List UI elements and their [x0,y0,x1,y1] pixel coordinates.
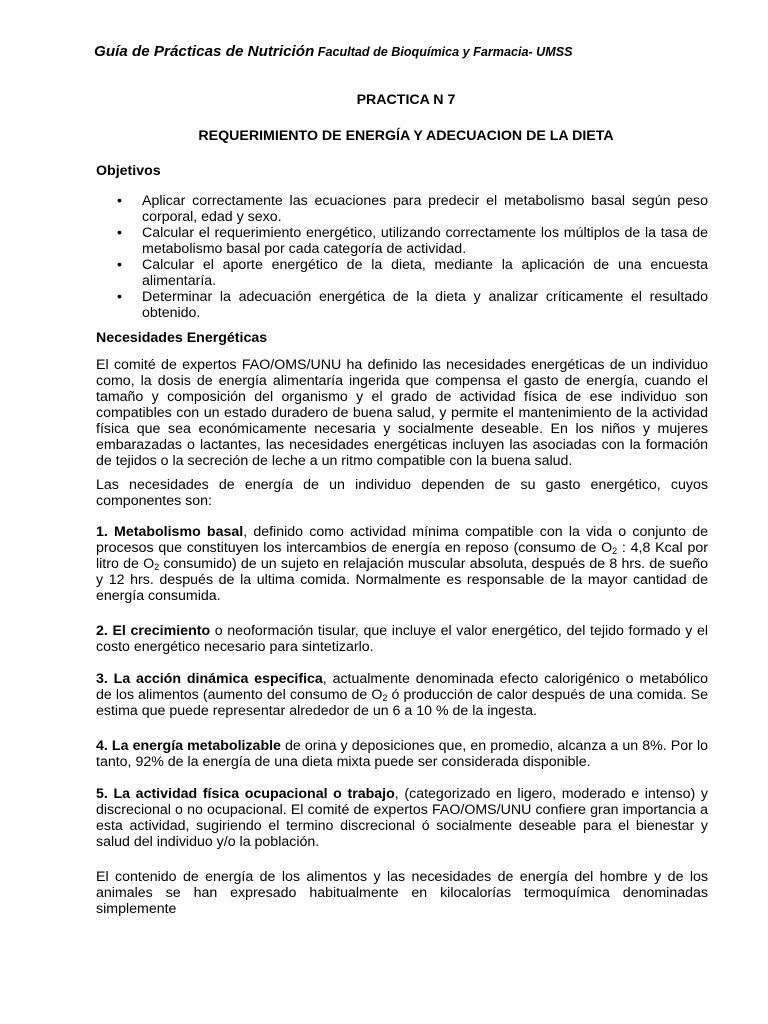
item-label: 1. Metabolismo basal [96,524,244,540]
item-metabolizable-energy: 4. La energía metabolizable de orina y deposiciones que, en promedio, alcanza a un 8%. Por lo tanto, 92% de la energía de una dieta mixta puede ser considerada disponible. [96,738,709,770]
list-item: • Aplicar correctamente las ecuaciones para predecir el metabolismo basal según peso corporal, edad y sexo. [96,193,708,225]
item-label: 4. La energía metabolizable [96,738,281,754]
item-label: 3. La acción dinámica especifica [96,671,323,687]
needs-components-paragraph: Las necesidades de energía de un individuo dependen de su gasto energético, cuyos componentes son: [96,477,708,509]
item-growth: 2. El crecimiento o neoformación tisular, que incluye el valor energético, del tejido formado y el costo energético necesario para sintetizarlo. [96,623,708,655]
closing-paragraph: El contenido de energía de los alimentos y las necesidades de energía del hombre y de los animales se han expresado habitualmente en kilocalorías termoquímica denominadas simplemente [96,869,708,917]
header-subtitle: Facultad de Bioquímica y Farmacia- UMSS [314,45,573,59]
main-title: REQUERIMIENTO DE ENERGÍA Y ADECUACION DE LA DIETA [198,128,614,144]
practice-title: PRACTICA N 7 [356,92,456,108]
item-physical-activity: 5. La actividad física ocupacional o trabajo, (categorizado en ligero, moderado e intenso) y discrecional o no ocupacional. El comité de expertos FAO/OMS/UNU confiere gran importancia a esta actividad, sugiriendo el termino discrecional ó socialmente deseable para el bienestar y salud del individuo y/o la población. [96,786,708,850]
needs-intro-paragraph: El comité de expertos FAO/OMS/UNU ha definido las necesidades energéticas de un individuo como, la dosis de energía alimentaría ingerida que compensa el gasto de energía, cuando el tamaño y composición del organismo y el grado de actividad física de ese individuo son compatibles con un estado duradero de buena salud, y permite el mantenimiento de la actividad física que sea económicamente necesaria y socialmente deseable. En los niños y mujeres embarazadas o lactantes, las necesidades energéticas incluyen las asociadas con la formación de tejidos o la secreción de leche a un ritmo compatible con la buena salud. [96,357,708,469]
objectives-list [96,193,708,321]
item-specific-dynamic-action: 3. La acción dinámica especifica, actualmente denominada efecto calorigénico o metabólico de los alimentos (aumento del consumo de $O_2$ ó producción de calor después de una comida. Se estima que puede representar alrededor de un 6 a 10 % de la ingesta. [96,671,708,719]
list-item: • Calcular el aporte energético de la dieta, mediante la aplicación de una encuesta alimentaría. [96,257,708,289]
header-title: Guía de Prácticas de Nutrición [94,43,315,60]
page-header [94,44,714,60]
list-item: • Calcular el requerimiento energético, utilizando correctamente los múltiplos de la tasa de metabolismo basal por cada categoría de actividad. [96,225,708,257]
item-label: 2. El crecimiento [96,623,211,639]
list-item: • Determinar la adecuación energética de la dieta y analizar críticamente el resultado obtenido. [96,289,708,321]
needs-heading: Necesidades Energéticas [96,330,268,346]
item-label: 5. La actividad física ocupacional o trabajo [96,786,395,802]
objectives-heading: Objetivos [96,163,161,179]
item-basal-metabolism: 1. Metabolismo basal, definido como actividad mínima compatible con la vida o conjunto de procesos que constituyen los intercambios de energía en reposo (consumo de $O_2$ : 4,8 Kcal por litro de $O_2$ consumido) de un sujeto en relajación muscular absoluta, después de 8 hrs. de sueño y 12 hrs. después de la ultima comida. Normalmente es responsable de la mayor cantidad de energía consumida. [96,524,709,604]
